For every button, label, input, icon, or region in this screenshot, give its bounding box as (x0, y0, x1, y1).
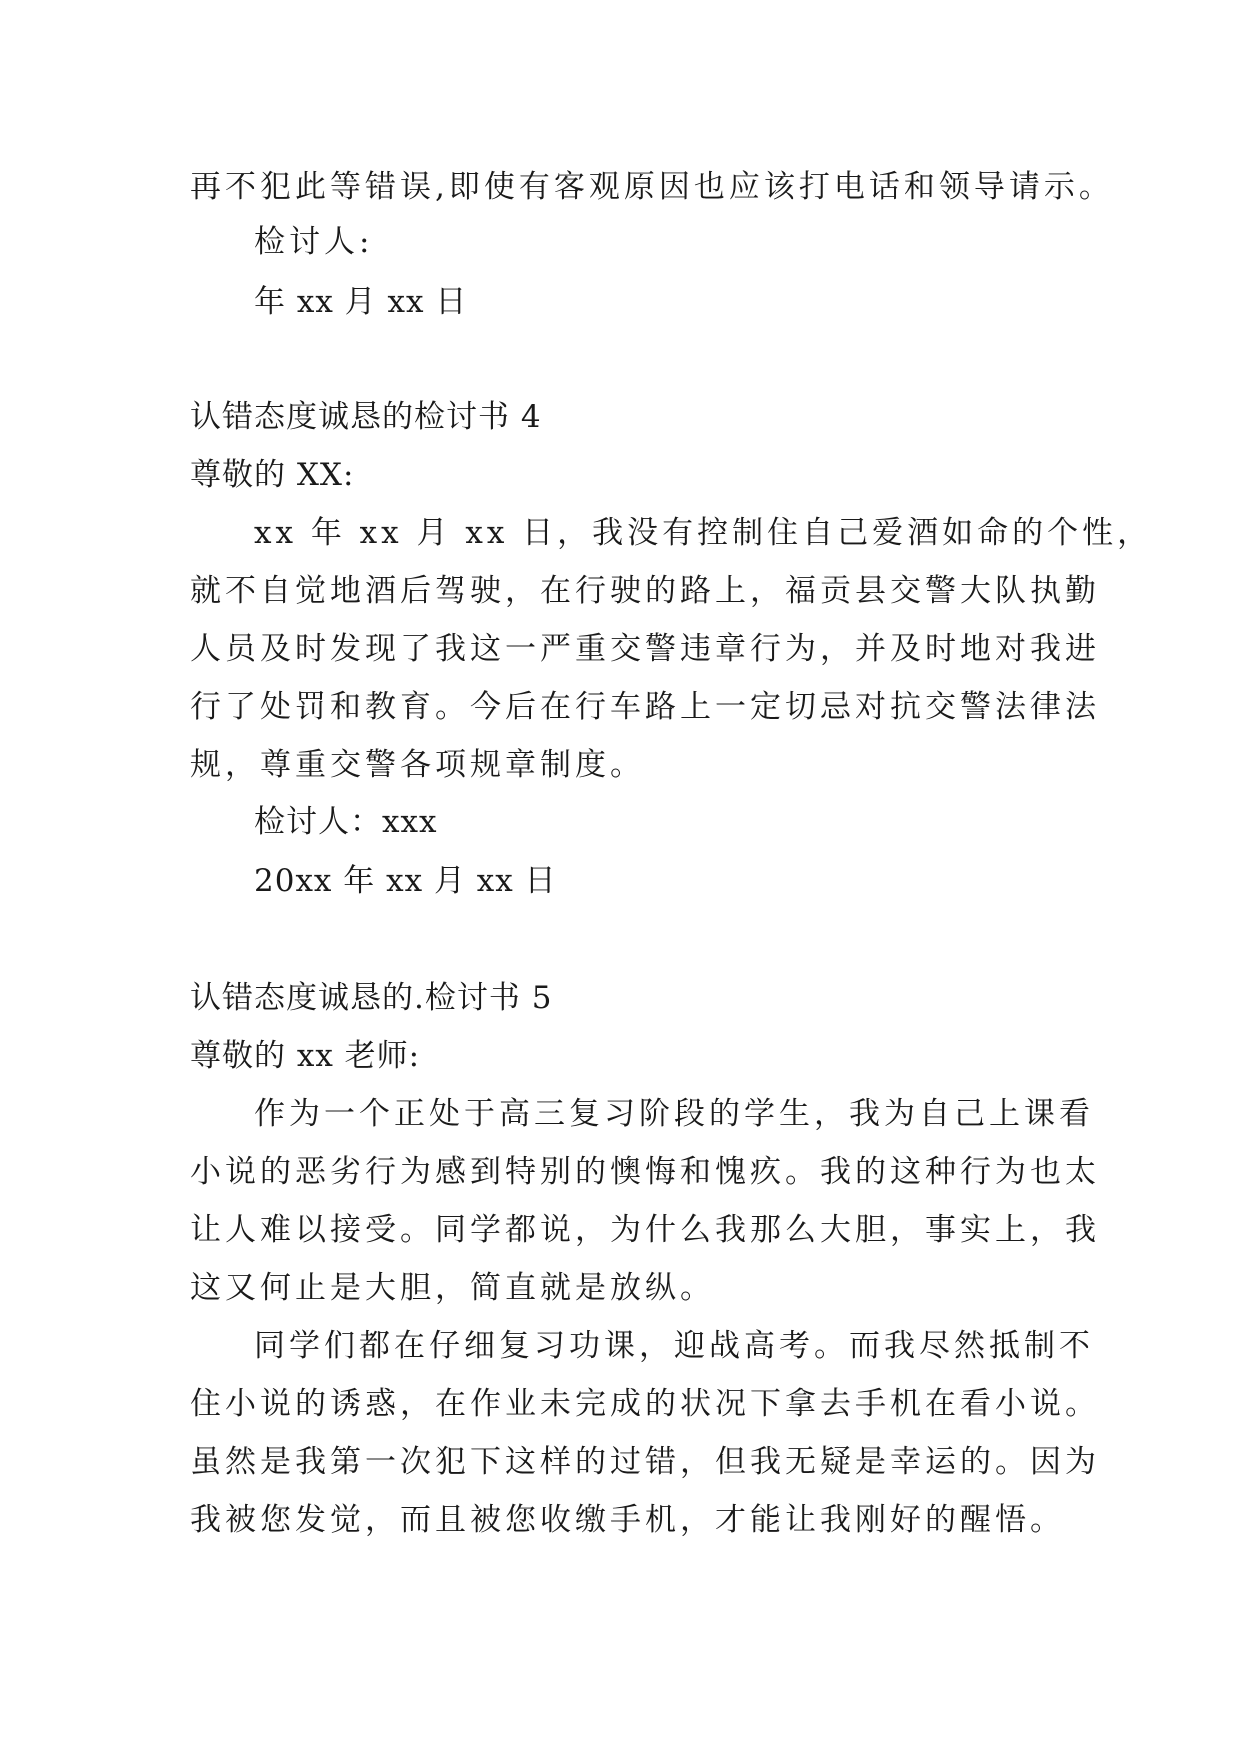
signer-line: 检讨人：xxx (254, 804, 438, 840)
body-text-line: 虽然是我第一次犯下这样的过错，但我无疑是幸运的。因为 (190, 1444, 1100, 1480)
date-line: 年 xx 月 xx 日 (254, 284, 468, 320)
body-text-line: 作为一个正处于高三复习阶段的学生，我为自己上课看 (254, 1096, 1094, 1132)
body-text-line: 规，尊重交警各项规章制度。 (190, 747, 645, 783)
body-text-line: 让人难以接受。同学都说，为什么我那么大胆，事实上，我 (190, 1212, 1100, 1248)
section-title: 认错态度诚恳的.检讨书 5 (190, 980, 553, 1016)
section-title: 认错态度诚恳的检讨书 4 (190, 399, 542, 435)
body-text-line: 小说的恶劣行为感到特别的懊悔和愧疚。我的这种行为也太 (190, 1154, 1100, 1190)
body-text-line: 就不自觉地酒后驾驶，在行驶的路上，福贡县交警大队执勤 (190, 573, 1100, 609)
body-text-line: 我被您发觉，而且被您收缴手机，才能让我刚好的醒悟。 (190, 1502, 1065, 1538)
body-text-line: xx 年 xx 月 xx 日，我没有控制住自己爱酒如命的个性， (254, 515, 1153, 551)
date-line: 20xx 年 xx 月 xx 日 (254, 863, 557, 899)
body-text-line: 同学们都在仔细复习功课，迎战高考。而我尽然抵制不 (254, 1328, 1094, 1364)
body-text-line: 住小说的诱惑，在作业未完成的状况下拿去手机在看小说。 (190, 1386, 1100, 1422)
body-text-line: 再不犯此等错误,即使有客观原因也应该打电话和领导请示。 (190, 169, 1114, 205)
body-text-line: 这又何止是大胆，简直就是放纵。 (190, 1270, 715, 1306)
body-text-line: 人员及时发现了我这一严重交警违章行为，并及时地对我进 (190, 631, 1100, 667)
salutation: 尊敬的 xx 老师: (190, 1038, 421, 1074)
salutation: 尊敬的 XX: (190, 457, 355, 493)
body-text-line: 行了处罚和教育。今后在行车路上一定切忌对抗交警法律法 (190, 689, 1100, 725)
signer-line: 检讨人: (254, 224, 374, 260)
